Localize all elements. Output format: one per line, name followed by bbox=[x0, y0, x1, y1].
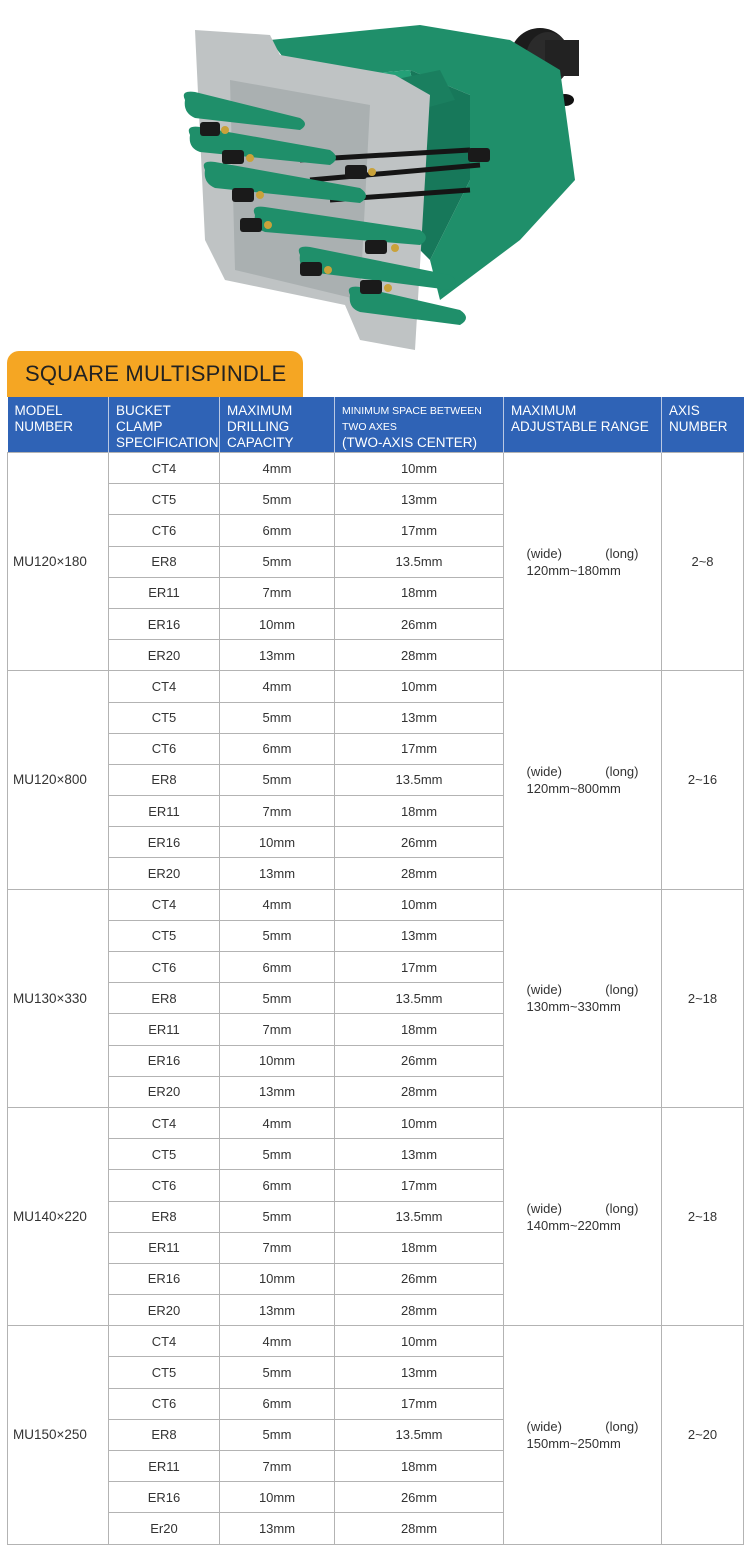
range-long-label: (long) bbox=[605, 982, 639, 998]
capacity-cell: 10mm bbox=[220, 1482, 335, 1513]
space-cell: 13.5mm bbox=[335, 546, 504, 577]
capacity-cell: 5mm bbox=[220, 1139, 335, 1170]
space-cell: 13.5mm bbox=[335, 764, 504, 795]
clamp-cell: ER16 bbox=[109, 1263, 220, 1294]
table-row bbox=[8, 671, 744, 702]
space-cell: 17mm bbox=[335, 733, 504, 764]
clamp-cell: CT5 bbox=[109, 1357, 220, 1388]
clamp-cell: CT4 bbox=[109, 1326, 220, 1357]
range-value: 150mm~250mm bbox=[526, 1435, 621, 1451]
capacity-cell: 4mm bbox=[220, 453, 335, 484]
range-labels bbox=[527, 1419, 639, 1434]
range-long-label: (long) bbox=[605, 545, 639, 561]
multispindle-drill-head-icon bbox=[0, 0, 750, 350]
axis-number-cell: 2~20 bbox=[662, 1326, 744, 1544]
model-number-cell: MU130×330 bbox=[8, 889, 109, 1107]
table-row bbox=[8, 889, 744, 920]
clamp-cell: CT5 bbox=[109, 484, 220, 515]
space-cell: 18mm bbox=[335, 1451, 504, 1482]
space-cell: 26mm bbox=[335, 1045, 504, 1076]
space-cell: 10mm bbox=[335, 671, 504, 702]
header-clamp: BUCKET CLAMP SPECIFICATION bbox=[109, 397, 220, 453]
section-title-tab bbox=[7, 351, 303, 397]
table-row bbox=[8, 453, 744, 484]
clamp-cell: ER11 bbox=[109, 1232, 220, 1263]
clamp-cell: ER16 bbox=[109, 1482, 220, 1513]
capacity-cell: 5mm bbox=[220, 546, 335, 577]
header-space: MINIMUM SPACE BETWEEN TWO AXES (TWO-AXIS CENTER) bbox=[335, 397, 504, 453]
clamp-cell: CT5 bbox=[109, 1139, 220, 1170]
capacity-cell: 4mm bbox=[220, 1107, 335, 1138]
space-cell: 28mm bbox=[335, 1295, 504, 1326]
capacity-cell: 4mm bbox=[220, 889, 335, 920]
space-cell: 10mm bbox=[335, 453, 504, 484]
capacity-cell: 5mm bbox=[220, 484, 335, 515]
table-row bbox=[8, 1107, 744, 1138]
space-cell: 10mm bbox=[335, 889, 504, 920]
range-value: 130mm~330mm bbox=[526, 999, 621, 1015]
clamp-cell: ER11 bbox=[109, 577, 220, 608]
table-row bbox=[8, 1326, 744, 1357]
clamp-cell: ER11 bbox=[109, 1014, 220, 1045]
range-labels bbox=[527, 1201, 639, 1216]
range-long-label: (long) bbox=[605, 1200, 639, 1216]
capacity-cell: 7mm bbox=[220, 1232, 335, 1263]
clamp-cell: CT6 bbox=[109, 952, 220, 983]
space-cell: 28mm bbox=[335, 1076, 504, 1107]
capacity-cell: 6mm bbox=[220, 733, 335, 764]
clamp-cell: CT4 bbox=[109, 453, 220, 484]
capacity-cell: 5mm bbox=[220, 1419, 335, 1450]
space-cell: 28mm bbox=[335, 1513, 504, 1544]
clamp-cell: ER20 bbox=[109, 1076, 220, 1107]
clamp-cell: ER16 bbox=[109, 1045, 220, 1076]
model-number-cell: MU120×180 bbox=[8, 453, 109, 671]
clamp-cell: Er20 bbox=[109, 1513, 220, 1544]
axis-number-cell: 2~16 bbox=[662, 671, 744, 889]
capacity-cell: 10mm bbox=[220, 1045, 335, 1076]
clamp-cell: ER20 bbox=[109, 640, 220, 671]
range-cell bbox=[504, 671, 662, 889]
space-cell: 26mm bbox=[335, 1263, 504, 1294]
space-cell: 13mm bbox=[335, 702, 504, 733]
model-number-cell: MU150×250 bbox=[8, 1326, 109, 1544]
capacity-cell: 7mm bbox=[220, 796, 335, 827]
clamp-cell: CT6 bbox=[109, 515, 220, 546]
capacity-cell: 10mm bbox=[220, 608, 335, 639]
space-cell: 13.5mm bbox=[335, 1201, 504, 1232]
space-cell: 10mm bbox=[335, 1326, 504, 1357]
range-wide-label: (wide) bbox=[526, 982, 562, 998]
range-long-label: (long) bbox=[605, 763, 639, 779]
model-number-cell: MU140×220 bbox=[8, 1107, 109, 1325]
range-wide-label: (wide) bbox=[526, 763, 562, 779]
range-value: 140mm~220mm bbox=[526, 1217, 621, 1233]
capacity-cell: 6mm bbox=[220, 515, 335, 546]
clamp-cell: ER8 bbox=[109, 983, 220, 1014]
space-cell: 18mm bbox=[335, 577, 504, 608]
clamp-cell: ER16 bbox=[109, 608, 220, 639]
section-title: SQUARE MULTISPINDLE bbox=[25, 361, 287, 386]
capacity-cell: 10mm bbox=[220, 827, 335, 858]
product-image bbox=[0, 0, 750, 350]
capacity-cell: 13mm bbox=[220, 858, 335, 889]
range-long-label: (long) bbox=[605, 1418, 639, 1434]
capacity-cell: 5mm bbox=[220, 920, 335, 951]
space-cell: 18mm bbox=[335, 796, 504, 827]
space-cell: 17mm bbox=[335, 515, 504, 546]
capacity-cell: 13mm bbox=[220, 640, 335, 671]
capacity-cell: 4mm bbox=[220, 1326, 335, 1357]
space-cell: 13.5mm bbox=[335, 983, 504, 1014]
capacity-cell: 13mm bbox=[220, 1076, 335, 1107]
range-cell bbox=[504, 1326, 662, 1544]
clamp-cell: ER11 bbox=[109, 796, 220, 827]
axis-number-cell: 2~8 bbox=[662, 453, 744, 671]
space-cell: 28mm bbox=[335, 858, 504, 889]
space-cell: 26mm bbox=[335, 1482, 504, 1513]
capacity-cell: 6mm bbox=[220, 952, 335, 983]
clamp-cell: CT4 bbox=[109, 1107, 220, 1138]
axis-number-cell: 2~18 bbox=[662, 889, 744, 1107]
capacity-cell: 10mm bbox=[220, 1263, 335, 1294]
capacity-cell: 7mm bbox=[220, 577, 335, 608]
header-capacity: MAXIMUM DRILLING CAPACITY bbox=[220, 397, 335, 453]
space-cell: 13mm bbox=[335, 920, 504, 951]
clamp-cell: ER20 bbox=[109, 1295, 220, 1326]
range-cell bbox=[504, 889, 662, 1107]
range-cell bbox=[504, 1107, 662, 1325]
space-cell: 17mm bbox=[335, 1170, 504, 1201]
capacity-cell: 5mm bbox=[220, 1357, 335, 1388]
space-cell: 13mm bbox=[335, 1357, 504, 1388]
capacity-cell: 5mm bbox=[220, 1201, 335, 1232]
space-cell: 26mm bbox=[335, 827, 504, 858]
clamp-cell: CT5 bbox=[109, 702, 220, 733]
range-value: 120mm~800mm bbox=[526, 780, 621, 796]
capacity-cell: 6mm bbox=[220, 1388, 335, 1419]
capacity-cell: 7mm bbox=[220, 1451, 335, 1482]
clamp-cell: CT4 bbox=[109, 889, 220, 920]
space-cell: 17mm bbox=[335, 952, 504, 983]
clamp-cell: ER8 bbox=[109, 546, 220, 577]
capacity-cell: 5mm bbox=[220, 702, 335, 733]
range-labels bbox=[527, 982, 639, 997]
clamp-cell: ER16 bbox=[109, 827, 220, 858]
header-range: MAXIMUM ADJUSTABLE RANGE bbox=[504, 397, 662, 453]
range-cell bbox=[504, 453, 662, 671]
space-cell: 13mm bbox=[335, 484, 504, 515]
clamp-cell: ER8 bbox=[109, 764, 220, 795]
clamp-cell: ER20 bbox=[109, 858, 220, 889]
axis-number-cell: 2~18 bbox=[662, 1107, 744, 1325]
space-cell: 18mm bbox=[335, 1232, 504, 1263]
clamp-cell: CT4 bbox=[109, 671, 220, 702]
space-cell: 18mm bbox=[335, 1014, 504, 1045]
clamp-cell: ER11 bbox=[109, 1451, 220, 1482]
space-cell: 28mm bbox=[335, 640, 504, 671]
spec-table bbox=[7, 397, 744, 1545]
space-cell: 13mm bbox=[335, 1139, 504, 1170]
space-cell: 17mm bbox=[335, 1388, 504, 1419]
clamp-cell: CT6 bbox=[109, 1170, 220, 1201]
capacity-cell: 5mm bbox=[220, 764, 335, 795]
range-wide-label: (wide) bbox=[526, 1200, 562, 1216]
range-wide-label: (wide) bbox=[526, 1418, 562, 1434]
capacity-cell: 13mm bbox=[220, 1513, 335, 1544]
header-axis: AXIS NUMBER bbox=[662, 397, 744, 453]
range-value: 120mm~180mm bbox=[526, 562, 621, 578]
capacity-cell: 6mm bbox=[220, 1170, 335, 1201]
capacity-cell: 4mm bbox=[220, 671, 335, 702]
space-cell: 26mm bbox=[335, 608, 504, 639]
clamp-cell: ER8 bbox=[109, 1419, 220, 1450]
range-labels bbox=[527, 546, 639, 561]
header-model: MODEL NUMBER bbox=[8, 397, 109, 453]
clamp-cell: ER8 bbox=[109, 1201, 220, 1232]
range-labels bbox=[527, 764, 639, 779]
clamp-cell: CT5 bbox=[109, 920, 220, 951]
clamp-cell: CT6 bbox=[109, 1388, 220, 1419]
table-header-row bbox=[8, 397, 744, 453]
capacity-cell: 7mm bbox=[220, 1014, 335, 1045]
clamp-cell: CT6 bbox=[109, 733, 220, 764]
model-number-cell: MU120×800 bbox=[8, 671, 109, 889]
space-cell: 10mm bbox=[335, 1107, 504, 1138]
capacity-cell: 5mm bbox=[220, 983, 335, 1014]
range-wide-label: (wide) bbox=[526, 545, 562, 561]
capacity-cell: 13mm bbox=[220, 1295, 335, 1326]
space-cell: 13.5mm bbox=[335, 1419, 504, 1450]
